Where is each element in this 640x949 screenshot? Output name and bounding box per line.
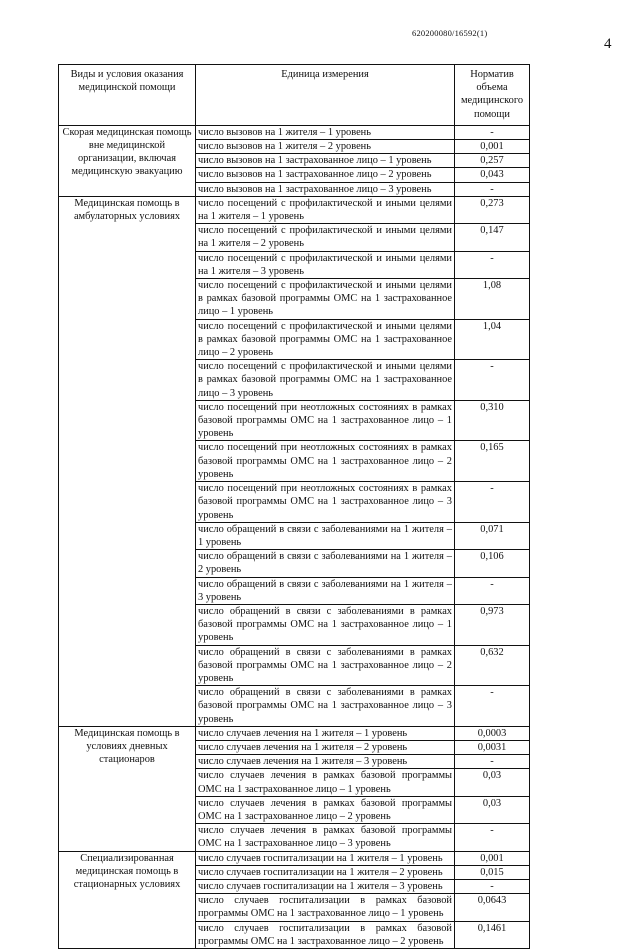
unit-cell: число вызовов на 1 застрахованное лицо – 3 уровень [196, 182, 455, 196]
norm-value-cell: 1,04 [455, 319, 530, 360]
unit-cell: число посещений с профилактической и иными целями в рамках базовой программы ОМС на 1 застрахованное лицо – 3 уровень [196, 360, 455, 401]
unit-cell: число посещений с профилактической и иными целями на 1 жителя – 2 уровень [196, 224, 455, 251]
table-row [59, 125, 530, 139]
norm-value-cell: - [455, 755, 530, 769]
care-type-cell: Скорая медицинская помощь вне медицинской организации, включая медицинскую эвакуацию [59, 125, 196, 196]
unit-cell: число обращений в связи с заболеваниями в рамках базовой программы ОМС на 1 застрахованное лицо – 2 уровень [196, 645, 455, 686]
unit-cell: число обращений в связи с заболеваниями в рамках базовой программы ОМС на 1 застрахованное лицо – 3 уровень [196, 686, 455, 727]
unit-cell: число случаев госпитализации в рамках базовой программы ОМС на 1 застрахованное лицо – 2 уровень [196, 921, 455, 948]
norm-value-cell: - [455, 482, 530, 523]
norm-value-cell: - [455, 879, 530, 893]
unit-cell: число случаев лечения на 1 жителя – 1 уровень [196, 726, 455, 740]
header-norm: Норматив объема медицинского помощи [455, 65, 530, 126]
norm-value-cell: 0,001 [455, 851, 530, 865]
norm-value-cell: 0,147 [455, 224, 530, 251]
unit-cell: число случаев госпитализации на 1 жителя – 2 уровень [196, 865, 455, 879]
norm-value-cell: 0,03 [455, 769, 530, 796]
norm-value-cell: - [455, 125, 530, 139]
unit-cell: число случаев госпитализации в рамках базовой программы ОМС на 1 застрахованное лицо – 1 уровень [196, 894, 455, 921]
unit-cell: число посещений с профилактической и иными целями в рамках базовой программы ОМС на 1 застрахованное лицо – 2 уровень [196, 319, 455, 360]
table-row [59, 726, 530, 740]
unit-cell: число случаев лечения в рамках базовой программы ОМС на 1 застрахованное лицо – 2 уровень [196, 796, 455, 823]
norm-value-cell: 0,0643 [455, 894, 530, 921]
norm-value-cell: - [455, 824, 530, 851]
care-type-cell: Специализированная медицинская помощь в стационарных условиях [59, 851, 196, 948]
unit-cell: число случаев лечения в рамках базовой программы ОМС на 1 застрахованное лицо – 3 уровень [196, 824, 455, 851]
table-header-row [59, 65, 530, 126]
unit-cell: число посещений при неотложных состояниях в рамках базовой программы ОМС на 1 застрахованное лицо – 2 уровень [196, 441, 455, 482]
norm-value-cell: 0,273 [455, 196, 530, 223]
unit-cell: число вызовов на 1 застрахованное лицо – 1 уровень [196, 154, 455, 168]
norm-value-cell: - [455, 360, 530, 401]
unit-cell: число случаев госпитализации на 1 жителя – 3 уровень [196, 879, 455, 893]
norm-value-cell: 0,001 [455, 140, 530, 154]
norm-value-cell: 0,165 [455, 441, 530, 482]
unit-cell: число обращений в связи с заболеваниями в рамках базовой программы ОМС на 1 застрахованное лицо – 1 уровень [196, 604, 455, 645]
norm-value-cell: 0,043 [455, 168, 530, 182]
norm-value-cell: 0,0003 [455, 726, 530, 740]
header-care-type: Виды и условия оказания медицинской помощи [59, 65, 196, 126]
unit-cell: число случаев госпитализации на 1 жителя – 1 уровень [196, 851, 455, 865]
unit-cell: число обращений в связи с заболеваниями на 1 жителя – 1 уровень [196, 522, 455, 549]
care-type-cell: Медицинская помощь в амбулаторных условиях [59, 196, 196, 726]
unit-cell: число посещений с профилактической и иными целями в рамках базовой программы ОМС на 1 застрахованное лицо – 1 уровень [196, 279, 455, 320]
table-row [59, 851, 530, 865]
unit-cell: число обращений в связи с заболеваниями на 1 жителя – 2 уровень [196, 550, 455, 577]
norm-value-cell: 0,973 [455, 604, 530, 645]
norm-value-cell: 1,08 [455, 279, 530, 320]
unit-cell: число случаев лечения на 1 жителя – 3 уровень [196, 755, 455, 769]
table-row [59, 196, 530, 223]
norm-value-cell: 0,310 [455, 400, 530, 441]
norm-value-cell: 0,015 [455, 865, 530, 879]
unit-cell: число посещений при неотложных состояниях в рамках базовой программы ОМС на 1 застрахованное лицо – 1 уровень [196, 400, 455, 441]
norm-value-cell: - [455, 182, 530, 196]
norm-value-cell: - [455, 577, 530, 604]
norm-value-cell: 0,632 [455, 645, 530, 686]
norm-value-cell: - [455, 251, 530, 278]
unit-cell: число вызовов на 1 жителя – 1 уровень [196, 125, 455, 139]
norm-value-cell: 0,03 [455, 796, 530, 823]
care-type-cell: Медицинская помощь в условиях дневных стационаров [59, 726, 196, 851]
norm-value-cell: 0,106 [455, 550, 530, 577]
norm-value-cell: 0,1461 [455, 921, 530, 948]
header-unit: Единица измерения [196, 65, 455, 126]
unit-cell: число случаев лечения в рамках базовой программы ОМС на 1 застрахованное лицо – 1 уровень [196, 769, 455, 796]
unit-cell: число посещений с профилактической и иными целями на 1 жителя – 3 уровень [196, 251, 455, 278]
unit-cell: число вызовов на 1 жителя – 2 уровень [196, 140, 455, 154]
norm-value-cell: 0,0031 [455, 740, 530, 754]
table-body [59, 125, 530, 948]
unit-cell: число посещений с профилактической и иными целями на 1 жителя – 1 уровень [196, 196, 455, 223]
document-id: 620200080/16592(1) [412, 28, 488, 38]
unit-cell: число вызовов на 1 застрахованное лицо – 2 уровень [196, 168, 455, 182]
norms-table [58, 64, 530, 949]
norm-value-cell: - [455, 686, 530, 727]
unit-cell: число случаев лечения на 1 жителя – 2 уровень [196, 740, 455, 754]
norm-value-cell: 0,071 [455, 522, 530, 549]
page-number: 4 [604, 36, 612, 52]
unit-cell: число посещений при неотложных состояниях в рамках базовой программы ОМС на 1 застрахованное лицо – 3 уровень [196, 482, 455, 523]
unit-cell: число обращений в связи с заболеваниями на 1 жителя – 3 уровень [196, 577, 455, 604]
norm-value-cell: 0,257 [455, 154, 530, 168]
